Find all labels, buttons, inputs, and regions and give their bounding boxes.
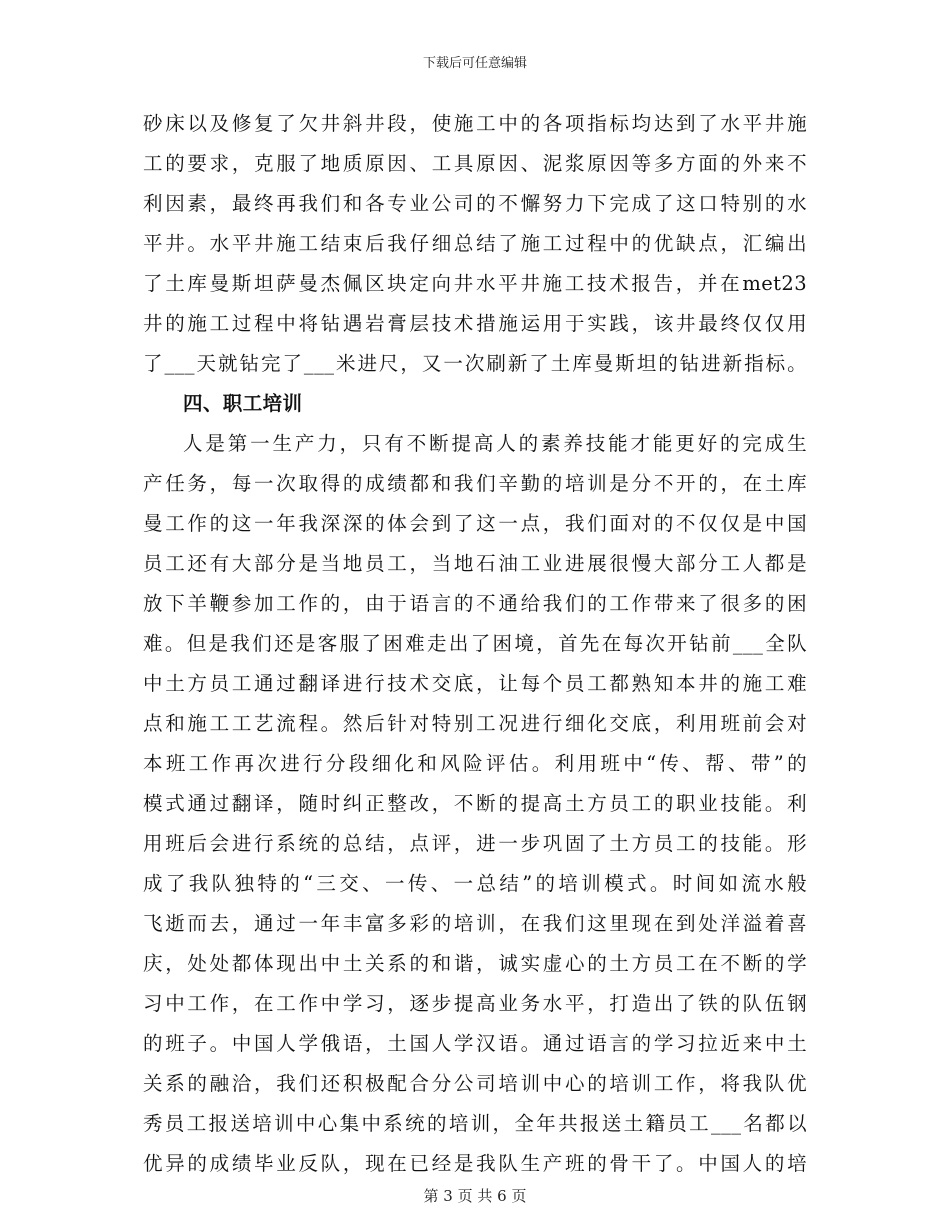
text-line: 中土方员工通过翻译进行技术交底，让每个员工都熟知本井的施工难 (143, 672, 807, 695)
text-line: 点和施工工艺流程。然后针对特别工况进行细化交底，利用班前会对 (143, 712, 807, 735)
text-line: 利因素，最终再我们和各专业公司的不懈努力下完成了这口特别的水 (143, 192, 807, 215)
text-line: 井的施工过程中将钻遇岩膏层技术措施运用于实践，该井最终仅仅用 (143, 312, 807, 335)
text-line: 砂床以及修复了欠井斜井段，使施工中的各项指标均达到了水平井施 (143, 112, 807, 135)
text-line: 优异的成绩毕业反队，现在已经是我队生产班的骨干了。中国人的培 (143, 1152, 807, 1175)
text-line: 关系的融洽，我们还积极配合分公司培训中心的培训工作，将我队优 (143, 1072, 807, 1095)
text-line: 放下羊鞭参加工作的，由于语言的不通给我们的工作带来了很多的困 (143, 592, 807, 615)
text-line: 了___天就钻完了___米进尺，又一次刷新了土库曼斯坦的钻进新指标。 (143, 352, 807, 375)
text-line: 习中工作，在工作中学习，逐步提高业务水平，打造出了铁的队伍钢 (143, 992, 807, 1015)
text-line: 本班工作再次进行分段细化和风险评估。利用班中“传、帮、带”的 (143, 752, 807, 775)
text-line: 飞逝而去，通过一年丰富多彩的培训，在我们这里现在到处洋溢着喜 (143, 912, 807, 935)
text-line: 工的要求，克服了地质原因、工具原因、泥浆原因等多方面的外来不 (143, 152, 807, 175)
text-line: 曼工作的这一年我深深的体会到了这一点，我们面对的不仅仅是中国 (143, 512, 807, 535)
page-header: 下载后可任意编辑 (422, 56, 527, 71)
text-line: 了土库曼斯坦萨曼杰佩区块定向井水平井施工技术报告，并在met23 (143, 272, 807, 295)
text-line: 的班子。中国人学俄语，土国人学汉语。通过语言的学习拉近来中土 (143, 1032, 807, 1055)
text-line: 成了我队独特的“三交、一传、一总结”的培训模式。时间如流水般 (143, 872, 807, 895)
paragraph-first-line: 人是第一生产力，只有不断提高人的素养技能才能更好的完成生 (183, 432, 807, 455)
text-line: 用班后会进行系统的总结，点评，进一步巩固了土方员工的技能。形 (143, 832, 807, 855)
text-line: 产任务，每一次取得的成绩都和我们辛勤的培训是分不开的，在土库 (143, 472, 807, 495)
text-line: 员工还有大部分是当地员工，当地石油工业进展很慢大部分工人都是 (143, 552, 807, 575)
text-line: 秀员工报送培训中心集中系统的培训，全年共报送土籍员工___名都以 (143, 1112, 807, 1135)
text-line: 庆，处处都体现出中土关系的和谐，诚实虚心的土方员工在不断的学 (143, 952, 807, 975)
text-line: 平井。水平井施工结束后我仔细总结了施工过程中的优缺点，汇编出 (143, 232, 807, 255)
text-line: 难。但是我们还是客服了困难走出了困境，首先在每次开钻前___全队 (143, 632, 807, 655)
text-line: 模式通过翻译，随时纠正整改，不断的提高土方员工的职业技能。利 (143, 792, 807, 815)
section-heading: 四、职工培训 (183, 392, 303, 415)
page-footer: 第 3 页 共 6 页 (423, 1187, 527, 1205)
document-body (143, 104, 807, 1184)
